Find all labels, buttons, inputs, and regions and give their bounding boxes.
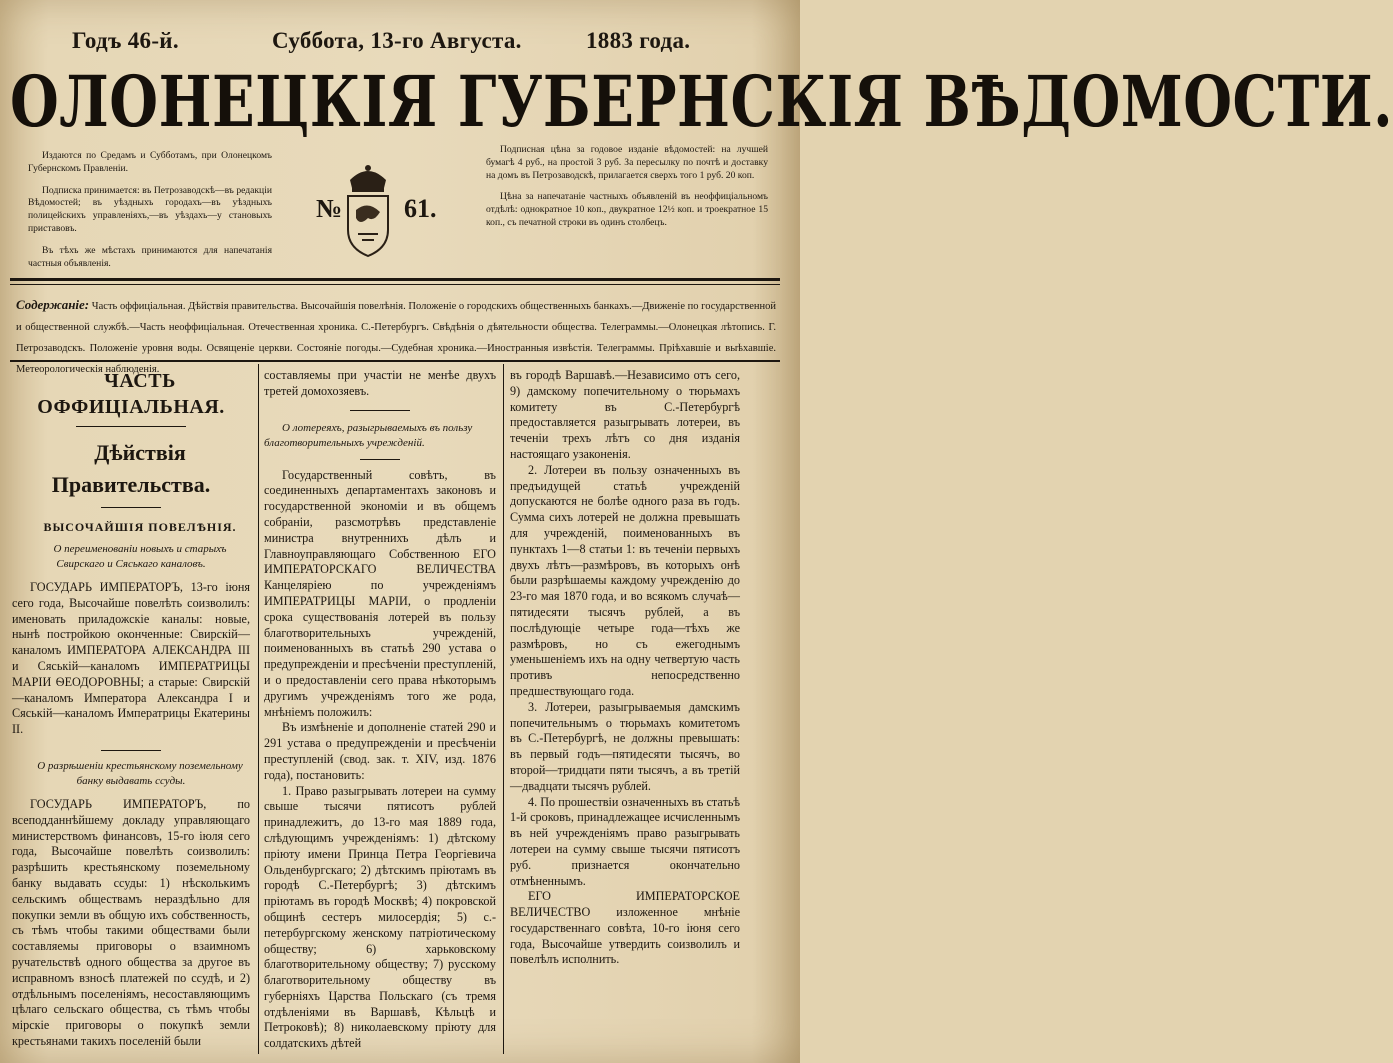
- volume-year: Годъ 46-й.: [72, 28, 179, 53]
- article-title: О разрѣшеніи крестьянскому поземельному банку выдавать ссуды.: [37, 759, 243, 787]
- right-price-info: [486, 144, 768, 239]
- decrees-heading: ВЫСОЧАЙШІЯ ПОВЕЛѢНІЯ.: [43, 520, 237, 534]
- column-divider: [503, 364, 504, 1054]
- left-subscription-info: [28, 150, 272, 279]
- header-rule-thin: [10, 284, 780, 285]
- article-paragraph: 2. Лотереи въ пользу означенныхъ въ предъидущей статьѣ учрежденій допускаются не болѣе одного раза въ годъ. Сумма сихъ лотерей не должна превышать для учрежденій, поименованныхъ въ пунктахъ 1—8 статьи 1: въ теченіи первыхъ двухъ лѣтъ—размѣровъ, въ которыхъ онѣ были разрѣшаемы каждому учрежденію до 23-го мая 1870 года, и во всякомъ случаѣ—пятидесяти тысячъ рублей, а въ послѣдующіе четыре года—тѣхъ же размѣровъ, но съ ежегоднымъ уменьшеніемъ ихъ на одну четвертую часть противъ непосредственно предшествующаго года.: [510, 462, 740, 698]
- coat-of-arms-icon: [338, 160, 398, 260]
- article-paragraph: 3. Лотереи, разыгрываемыя дамскимъ попечительнымъ о тюрьмахъ комитетомъ въ С.-Петербургѣ, не должны превышать: въ первый годъ—пятидесяти тысячъ, во второй—тридцати пяти тысячъ, а въ третій—двадцати тысячъ рублей.: [510, 699, 740, 793]
- publish-note: Издаются по Средамъ и Субботамъ, при Олонецкомъ Губернскомъ Правленіи.: [28, 150, 272, 174]
- column-1: [12, 368, 250, 1050]
- article-title: О лотереяхъ, разыгрываемыхъ въ пользу благотворительныхъ учрежденій.: [264, 421, 473, 449]
- ad-price-note: Цѣна за напечатаніе частныхъ объявленій въ неоффиціальномъ отдѣлѣ: однократное 10 коп., двукратное 12½ коп. и троекратное 15 коп., съ печатной строки въ одинъ столбецъ.: [486, 191, 768, 228]
- issue-date: Суббота, 13-го Августа.: [272, 28, 522, 53]
- article-paragraph: составляемы при участіи не менѣе двухъ третей домохозяевъ.: [264, 368, 496, 398]
- article-paragraph: ЕГО ИМПЕРАТОРСКОЕ ВЕЛИЧЕСТВО изложенное мнѣніе государственнаго совѣта, 10-го іюня сего года, Высочайше утвердить соизволилъ и повелѣлъ исполнить.: [510, 889, 740, 967]
- contents-text: Часть оффиціальная. Дѣйствія правительства. Высочайшія повелѣнія. Положеніе о городскихъ общественныхъ банкахъ.—Движеніе по государственной и общественной службѣ.—Часть неоффиціальная. Отечественная хроника. С.-Петербургъ. Свѣдѣнія о дѣятельности общества. Телеграммы.—Олонецкая лѣтопись. Г. Петрозаводскъ. Положеніе уровня воды. Освященіе церкви. Состояніе погоды.—Судебная хроника.—Иностранныя извѣстія. Телеграммы. Пріѣхавшіе и выѣхавшіе. Метеорологическія наблюденія.: [16, 301, 777, 375]
- price-note: Подписная цѣна за годовое изданіе вѣдомостей: на лучшей бумагѣ 4 руб., на простой 3 руб. За пересылку по почтѣ и доставку на домъ въ Петрозаводскѣ, прилагается сверхъ того 1 руб. 20 коп.: [486, 144, 768, 181]
- issue-number-label: №: [316, 194, 343, 223]
- article-title: О переименованіи новыхъ и старыхъ Свирскаго и Сяськаго каналовъ.: [53, 543, 227, 570]
- article-paragraph: 1. Право разыгрывать лотереи на сумму свыше тысячи пятисотъ рублей принадлежитъ, до 13-го мая 1889 года, слѣдующимъ учрежденіямъ: 1) дѣтскому пріюту имени Принца Петра Георгіевича Ольденбургскаго; 2) дѣтскимъ пріютамъ въ городѣ С.-Петербургѣ; 3) дѣтскимъ пріютамъ въ городѣ Москвѣ; 4) покровской общинѣ сестеръ милосердія; 5) с.-петербургскому женскому патріотическому обществу; 6) харьковскому благотворительному обществу; 7) русскому благотворительному обществу въ губерніяхъ Царства Польскаго (съ тремя отдѣленіями въ Варшавѣ, Кѣльцѣ и Петроковѣ); 8) николаевскому пріюту для солдатскихъ дѣтей: [264, 783, 496, 1051]
- article-paragraph: въ городѣ Варшавѣ.—Независимо отъ сего, 9) дамскому попечительному о тюрьмахъ комитету въ С.-Петербургѣ предоставляется разыгрывать лотереи, въ теченіи трехъ лѣтъ со дня изданія настоящаго узаконенія.: [510, 368, 740, 461]
- article-paragraph: Въ измѣненіе и дополненіе статей 290 и 291 устава о предупрежденіи и пресѣченіи преступленій (свод. зак. т. XIV, изд. 1876 года), постановить:: [264, 720, 496, 782]
- column-2: [264, 368, 496, 1052]
- contents-rule: [10, 360, 780, 362]
- section-heading: ЧАСТЬ ОФФИЦІАЛЬНАЯ.: [37, 370, 225, 418]
- header-rule-thick: [10, 278, 780, 281]
- contents-label: Содержаніе:: [16, 297, 90, 312]
- issue-year: 1883 года.: [586, 28, 691, 53]
- subsection-heading: Дѣйствія Правительства.: [51, 440, 211, 497]
- subscription-note: Подписка принимается: въ Петрозаводскѣ—въ редакціи Вѣдомостей; въ уѣздныхъ городахъ—въ уѣздныхъ полицейскихъ управленіяхъ,—въ уѣздахъ—у становыхъ приставовъ.: [28, 184, 272, 234]
- column-divider: [258, 364, 259, 1054]
- article-paragraph: ГОСУДАРЬ ИМПЕРАТОРЪ, 13-го іюня сего года, Высочайше повелѣть соизволилъ: именовать приладожскіе каналы: новые, нынѣ постройкою оконченные: Свирскій—каналомъ ИМПЕРАТОРА АЛЕКСАНДРА III и Сяській—каналомъ ИМПЕРАТРИЦЫ МАРІИ ѲЕОДОРОВНЫ; а старые: Свирскій—каналомъ Императора Александра I и Сяській—каналомъ Императрицы Екатерины II.: [12, 580, 250, 737]
- article-paragraph: Государственный совѣтъ, въ соединенныхъ департаментахъ законовъ и государственной экономіи и въ общемъ собраніи, разсмотрѣвъ представленіе министра внутреннихъ дѣлъ и Главноуправляющаго Собственною ЕГО ИМПЕРАТОРСКАГО ВЕЛИЧЕСТВА Канцеляріею по учрежденіямъ ИМПЕРАТРИЦЫ МАРІИ, о продленіи срока существованія лотерей въ пользу благотворительныхъ учрежденій, поименованныхъ въ статьѣ 290 устава о предупрежденіи и пресѣченіи преступленій, и о предоставленіи сего права нѣкоторымъ другимъ учрежденіямъ того же рода, мнѣніемъ положилъ:: [264, 467, 496, 719]
- column-3: [510, 368, 740, 968]
- issue-number: 61.: [404, 194, 437, 223]
- article-paragraph: 4. По прошествіи означенныхъ въ статьѣ 1-й сроковъ, принадлежащее исчисленнымъ въ ней учрежденіямъ право разыгрывать лотереи на сумму свыше тысячи пятисотъ руб. признается окончательно отмѣненнымъ.: [510, 794, 740, 888]
- ads-note: Въ тѣхъ же мѣстахъ принимаются для напечатанія частныя объявленія.: [28, 244, 272, 269]
- article-paragraph: ГОСУДАРЬ ИМПЕРАТОРЪ, по всеподданнѣйшему докладу управляющаго министерствомъ финансовъ, 15-го іюля сего года, Высочайше повелѣть соизволилъ: разрѣшить крестьянскому поземельному банку выдавать ссуды: 1) нѣсколькимъ сельскимъ обществамъ нераздѣльно для покупки земли въ общую ихъ собственность, съ тѣмъ чтобы такими обществами были составляемы приговоры о взаимномъ ручательствѣ одного общества за другое въ исправномъ взносѣ платежей по ссудѣ, и 2) отдѣльнымъ поселеніямъ, несоставляющимъ цѣлаго сельскаго общества, съ тѣмъ чтобы мірскіе приговоры о покупкѣ земли крестьянами такихъ поселеній были: [12, 796, 250, 1048]
- newspaper-title: ОЛОНЕЦКІЯ ГУБЕРНСКІЯ ВѢДОМОСТИ.: [10, 60, 1393, 144]
